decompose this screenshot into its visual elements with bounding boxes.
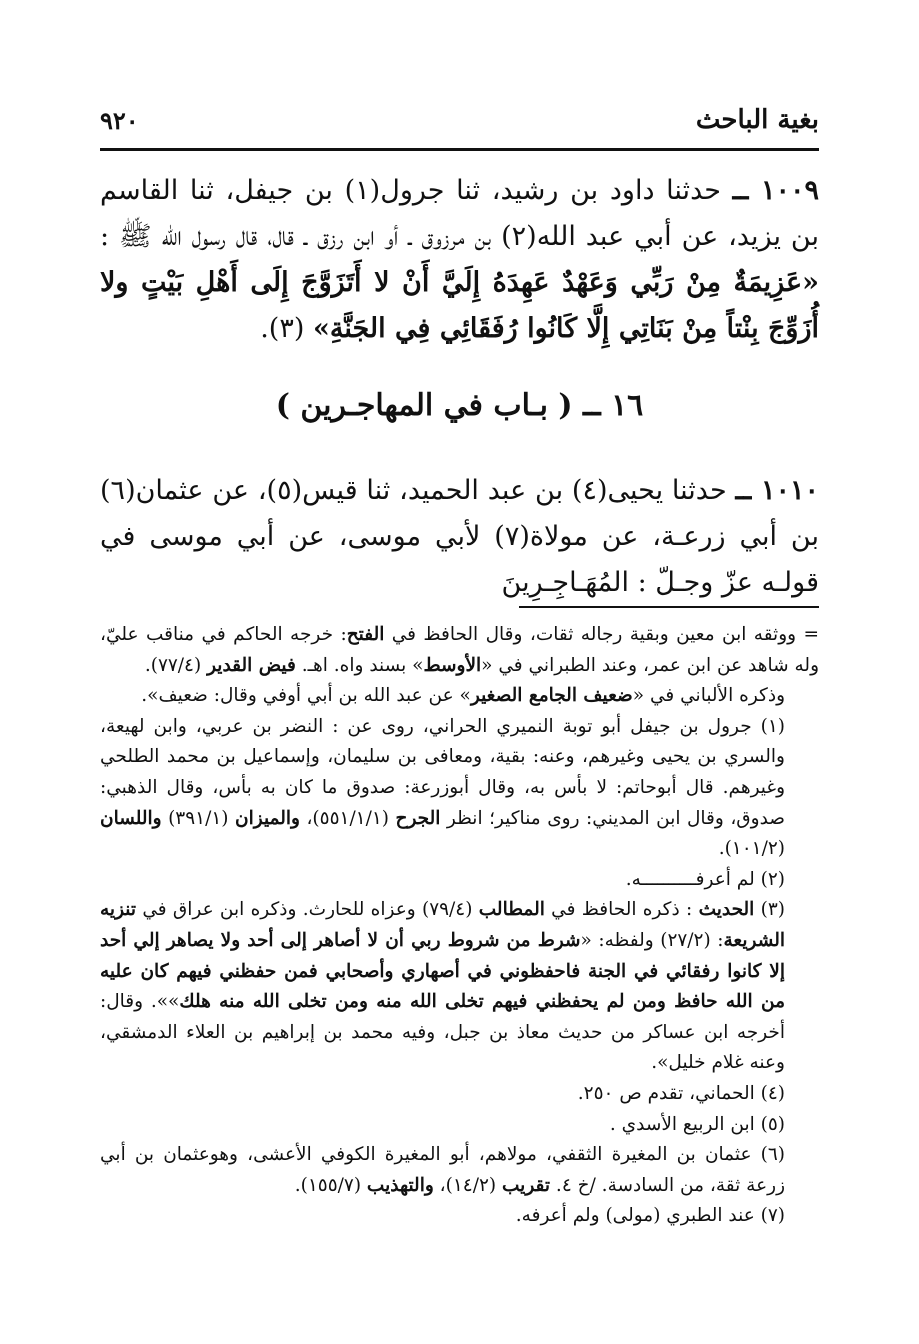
footnote-text: = ووثقه ابن معين وبقية رجاله ثقات، وقال الحافظ في: [384, 624, 819, 645]
footnote-text: الحديث: [698, 899, 755, 921]
running-title: بغية الباحث: [695, 105, 819, 135]
hadith-ref: (٣).: [260, 313, 305, 344]
footnote-6: [100, 1140, 819, 1201]
hadith-chain: حدثنا داود بن رشيد، ثنا جرول(١) بن جيفل، ثنا القاسم بن يزيد، عن أبي عبد الله(٢) بن مرزوق ـ أو ابن رزق ـ قال، قال رسول الله ﷺ :: [100, 175, 819, 252]
footnote-text: الأوسط: [423, 654, 482, 676]
footnote-text: الفتح: [346, 624, 385, 645]
footnote-text: » عن عبد الله بن أبي أوفي وقال: ضعيف».: [141, 685, 471, 707]
hadith-number: ١٠٠٩ ــ: [732, 175, 819, 206]
header-rule: [100, 148, 819, 151]
footnote-text: تقريب: [502, 1174, 551, 1196]
footnote-text: (١٥٥/٧).: [294, 1174, 367, 1196]
footnote-text: وذكره الألباني في «: [632, 685, 785, 707]
footnote-text: (٣٩١/١): [161, 807, 236, 829]
hadith-number: ١٠١٠ ــ: [735, 475, 819, 506]
hadith-1010: [100, 468, 819, 606]
footnote-rule: [519, 606, 819, 608]
footnote-7: (٧) عند الطبري (مولى) ولم أعرفه.: [515, 1205, 785, 1227]
footnote-text: واللسان: [100, 807, 162, 829]
section-heading: ١٦ ــ ( بـاب في المهاجـرين ): [275, 388, 644, 423]
footnote-text: (١٤/٢)،: [433, 1174, 503, 1196]
footnote-5: (٥) ابن الربيع الأسدي .: [609, 1113, 785, 1135]
footnote-text: (٥٥١/١/١)،: [299, 807, 396, 829]
footnote-2: (٢) لم أعرفــــــــــه.: [625, 868, 785, 890]
footnote-continuation: [100, 681, 819, 712]
footnote-text: (٧٧/٤).: [144, 654, 208, 676]
footnote-text: والتهذيب: [366, 1174, 434, 1196]
footnote-text: الجرح: [395, 807, 441, 829]
footnote-text: (١) جرول بن جيفل أبو توبة النميري الحراني، روى عن : النضر بن عربي، وابن لهيعة، والسري بن يحيى وغيرهم، وعنه: بقية، ومعافى بن سليمان، وإسماعيل بن محمد الطلحي وغيرهم. قال أبوحاتم: لا بأس به، وقال أبوزرعة: صدوق ما كان به بأس، وقال الذهبي: صدوق، وقال ابن المديني: روى مناكير؛ انظر: [100, 715, 786, 829]
footnotes: [100, 620, 819, 1232]
hadith-quote: «عَزِيمَةٌ مِنْ رَبِّي وَعَهْدٌ عَهِدَهُ إِلَيَّ أَنْ لا أَتَزَوَّجَ إِلَى أَهْلِ بَيْتٍ ولا أُزَوِّجَ بِنْتاً مِنْ بَنَاتِي إِلَّا كَانُوا رُفَقَائِي فِي الجَنَّةِ»: [100, 267, 819, 344]
footnote-text: تنزيه الشريعة: [100, 899, 785, 951]
footnote-text: (٧٩/٤) وعزاه للحارث. وذكره ابن عراق في: [136, 899, 479, 921]
hadith-1009: [100, 168, 819, 352]
footnote-text: : (٢٧/٢) ولفظه: «: [580, 929, 724, 951]
footnote-3: [100, 895, 819, 1079]
footnote-continuation: [100, 620, 819, 681]
page-number: ٩٢٠: [100, 105, 139, 135]
footnote-text: ضعيف الجامع الصغير: [470, 685, 633, 707]
footnote-4: (٤) الحماني، تقدم ص ٢٥٠.: [577, 1082, 785, 1104]
page-header: [100, 100, 819, 140]
footnote-text: المطالب: [478, 899, 545, 921]
footnote-text: فيض القدير: [207, 654, 296, 676]
footnote-1: [100, 712, 819, 865]
footnote-text: شرط من شروط ربي أن لا أصاهر إلى أحد ولا يصاهر إلي أحد إلا كانوا رفقائي في الجنة فاحفظوني في أصهاري وأصحابي فمن حفظني فيهم كان عليه من الله حافظ ومن لم يحفظني فيهم تخلى الله منه ومن تخلى الله منه هلك: [100, 929, 785, 1013]
hadith-text: حدثنا يحيى(٤) بن عبد الحميد، ثنا قيس(٥)، عن عثمان(٦) بن أبي زرعـة، عن مولاة(٧) لأبي موسى، عن أبي موسى في قولـه عزّ وجـلّ : المُهَـاجِـرِينَ: [100, 475, 819, 598]
footnote-text: » بسند واه. اهـ.: [295, 654, 424, 676]
footnote-text: (٦) عثمان بن المغيرة الثقفي، مولاهم، أبو المغيرة الكوفي الأعشى، وهوعثمان بن أبي زرعة ثقة، من السادسة. /خ ٤.: [100, 1144, 785, 1196]
footnote-text: (٣): [754, 899, 786, 921]
footnote-text: : ذكره الحافظ في: [544, 899, 699, 921]
footnote-text: »». وقال: أخرجه ابن عساكر من حديث معاذ بن جبل، وفيه محمد بن إبراهيم بن العلاء الدمشقي، وعنه غلام خليل».: [100, 991, 785, 1074]
footnote-text: والميزان: [235, 807, 300, 829]
footnote-text: : خرجه الحاكم في مناقب عليّ، وله شاهد عن ابن عمر، وعند الطبراني في «: [100, 624, 819, 676]
footnote-text: (١٠١/٢).: [718, 838, 785, 860]
